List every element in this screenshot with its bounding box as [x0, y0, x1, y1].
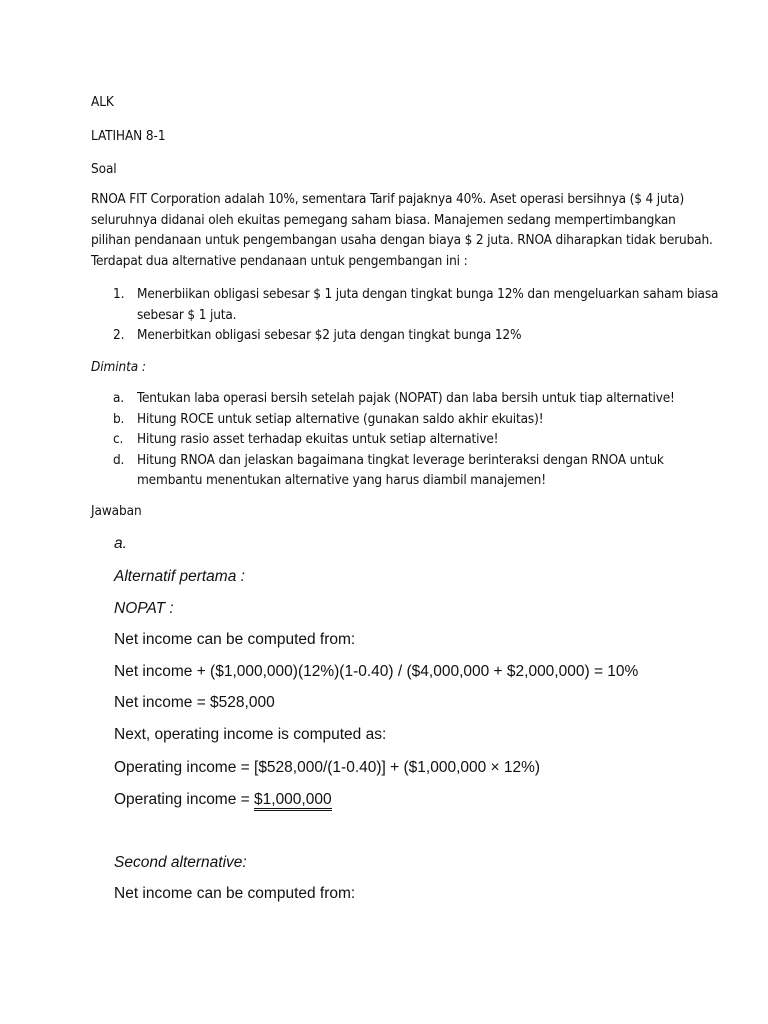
alternative-item: [91, 284, 719, 325]
operating-income-intro: Next, operating income is computed as:: [114, 726, 387, 743]
answer-part: a.: [114, 535, 127, 552]
requested-list: [91, 388, 691, 491]
net-income-intro: Net income can be computed from:: [114, 631, 356, 648]
operating-income-value: $1,000,000: [254, 791, 332, 811]
requested-line: Tentukan laba operasi bersih setelah pajak (NOPAT) dan laba bersih untuk tiap alternative!: [137, 390, 675, 406]
problem-line: RNOA FIT Corporation adalah 10%, sementara Tarif pajaknya 40%. Aset operasi bersihnya ($ 4 juta): [91, 191, 685, 207]
requested-item: [91, 450, 691, 491]
requested-label: Diminta :: [91, 359, 146, 375]
requested-item: [91, 429, 691, 450]
problem-line: pilihan pendanaan untuk pengembangan usaha dengan biaya $ 2 juta. RNOA diharapkan tidak berubah.: [91, 232, 713, 248]
requested-line: Hitung RNOA dan jelaskan bagaimana tingkat leverage berinteraksi dengan RNOA untuk: [137, 451, 664, 468]
list-marker: c.: [113, 431, 124, 447]
alternative-item: [91, 325, 691, 346]
alternatives-list: [91, 284, 719, 346]
problem-paragraph: [91, 189, 713, 271]
list-marker: b.: [113, 410, 125, 427]
alternative-line: sebesar $ 1 juta.: [137, 306, 237, 323]
first-alternative-label: Alternatif pertama :: [114, 568, 245, 585]
requested-line: Hitung ROCE untuk setiap alternative (gunakan saldo akhir ekuitas)!: [137, 410, 544, 427]
requested-item: [91, 388, 691, 409]
operating-income-result: [114, 790, 332, 810]
operating-income-equation: Operating income = [$528,000/(1-0.40)] + ($1,000,000 × 12%): [114, 759, 541, 776]
list-marker: 1.: [113, 286, 125, 302]
list-marker: 2.: [113, 327, 125, 343]
alternative-line: Menerbiikan obligasi sebesar $ 1 juta dengan tingkat bunga 12% dan mengeluarkan saham biasa: [137, 286, 719, 302]
second-alternative-label: Second alternative:: [114, 854, 247, 871]
course-title: ALK: [91, 94, 114, 110]
second-net-income-intro: Net income can be computed from:: [114, 885, 356, 902]
exercise-title: LATIHAN 8-1: [91, 128, 166, 144]
requested-line: membantu menentukan alternative yang harus diambil manajemen!: [137, 472, 546, 488]
nopat-label: NOPAT :: [114, 600, 174, 617]
section-heading: Soal: [91, 161, 117, 177]
requested-item: [91, 409, 691, 430]
problem-line: Terdapat dua alternative pendanaan untuk pengembangan ini :: [91, 252, 468, 269]
net-income-equation: Net income + ($1,000,000)(12%)(1-0.40) / ($4,000,000 + $2,000,000) = 10%: [114, 663, 639, 680]
answer-label: Jawaban: [91, 503, 142, 519]
list-marker: d.: [113, 451, 125, 468]
requested-line: Hitung rasio asset terhadap ekuitas untuk setiap alternative!: [137, 431, 499, 447]
operating-income-result-label: Operating income =: [114, 791, 255, 808]
list-marker: a.: [113, 390, 124, 406]
net-income-result: Net income = $528,000: [114, 694, 275, 711]
problem-line: seluruhnya didanai oleh ekuitas pemegang saham biasa. Manajemen sedang mempertimbangkan: [91, 211, 676, 228]
alternative-line: Menerbitkan obligasi sebesar $2 juta dengan tingkat bunga 12%: [137, 327, 522, 343]
